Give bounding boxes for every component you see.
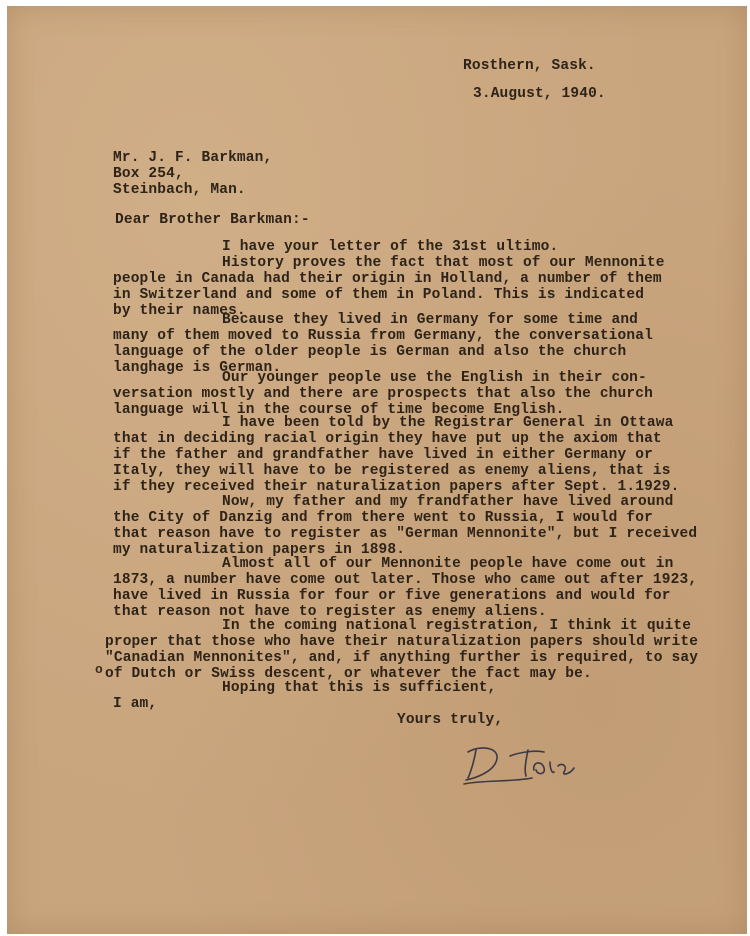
closing-yours: Yours truly,: [397, 712, 504, 728]
body-line: Hoping that this is sufficient,: [222, 680, 497, 696]
body-line: Almost all of our Mennonite people have come out in: [222, 556, 674, 572]
body-line: of Dutch or Swiss descent, or whatever the fact may be.: [105, 666, 592, 682]
body-line: the City of Danzig and from there went to Russia, I would for: [113, 510, 653, 526]
salutation: Dear Brother Barkman:-: [115, 212, 310, 228]
header-date: 3.August, 1940.: [473, 86, 606, 102]
body-line: have lived in Russia for four or five generations and would for: [113, 588, 671, 604]
body-line: Because they lived in Germany for some time and: [222, 312, 639, 328]
header-place: Rosthern, Sask.: [463, 58, 596, 74]
body-line: that in deciding racial origin they have put up the axiom that: [113, 431, 662, 447]
body-line: people in Canada had their origin in Holland, a number of them: [113, 271, 662, 287]
body-line: proper that those who have their naturalization papers should write: [105, 634, 699, 650]
body-line: language of the older people is German and also the church: [113, 344, 627, 360]
body-line: I have your letter of the 31st ultimo.: [222, 239, 559, 255]
body-line: that reason not have to register as enemy aliens.: [113, 604, 547, 620]
closing-i-am: I am,: [113, 696, 158, 712]
body-line: I have been told by the Registrar General in Ottawa: [222, 415, 674, 431]
body-line: "Canadian Mennonites", and, if anything further is required, to say: [105, 650, 699, 666]
recipient-name: Mr. J. F. Barkman,: [113, 150, 273, 166]
body-line: by their names.: [113, 303, 246, 319]
body-line: if the father and grandfather have lived in either Germany or: [113, 447, 653, 463]
recipient-box: Box 254,: [113, 166, 184, 182]
letter-page: [7, 6, 747, 934]
body-line: langhage is German.: [113, 360, 282, 376]
body-line: versation mostly and there are prospects that also the church: [113, 386, 653, 402]
body-line: History proves the fact that most of our Mennonite: [222, 255, 665, 271]
body-line: in Switzerland and some of them in Poland. This is indicated: [113, 287, 645, 303]
signature: [462, 722, 592, 792]
body-line: if they received their naturalization papers after Sept. 1.1929.: [113, 479, 680, 495]
recipient-city: Steinbach, Man.: [113, 182, 246, 198]
body-line: 1873, a number have come out later. Those who came out after 1923,: [113, 572, 698, 588]
body-line: Italy, they will have to be registered as enemy aliens, that is: [113, 463, 671, 479]
margin-mark: o: [95, 662, 103, 677]
body-line: my naturalization papers in 1898.: [113, 542, 406, 558]
body-line: Our younger people use the English in their con-: [222, 370, 647, 386]
body-line: Now, my father and my frandfather have lived around: [222, 494, 674, 510]
body-line: that reason have to register as "German Mennonite", but I received: [113, 526, 698, 542]
body-line: many of them moved to Russia from Germany, the conversational: [113, 328, 653, 344]
body-line: language will in the course of time become English.: [113, 402, 565, 418]
body-line: In the coming national registration, I think it quite: [222, 618, 692, 634]
